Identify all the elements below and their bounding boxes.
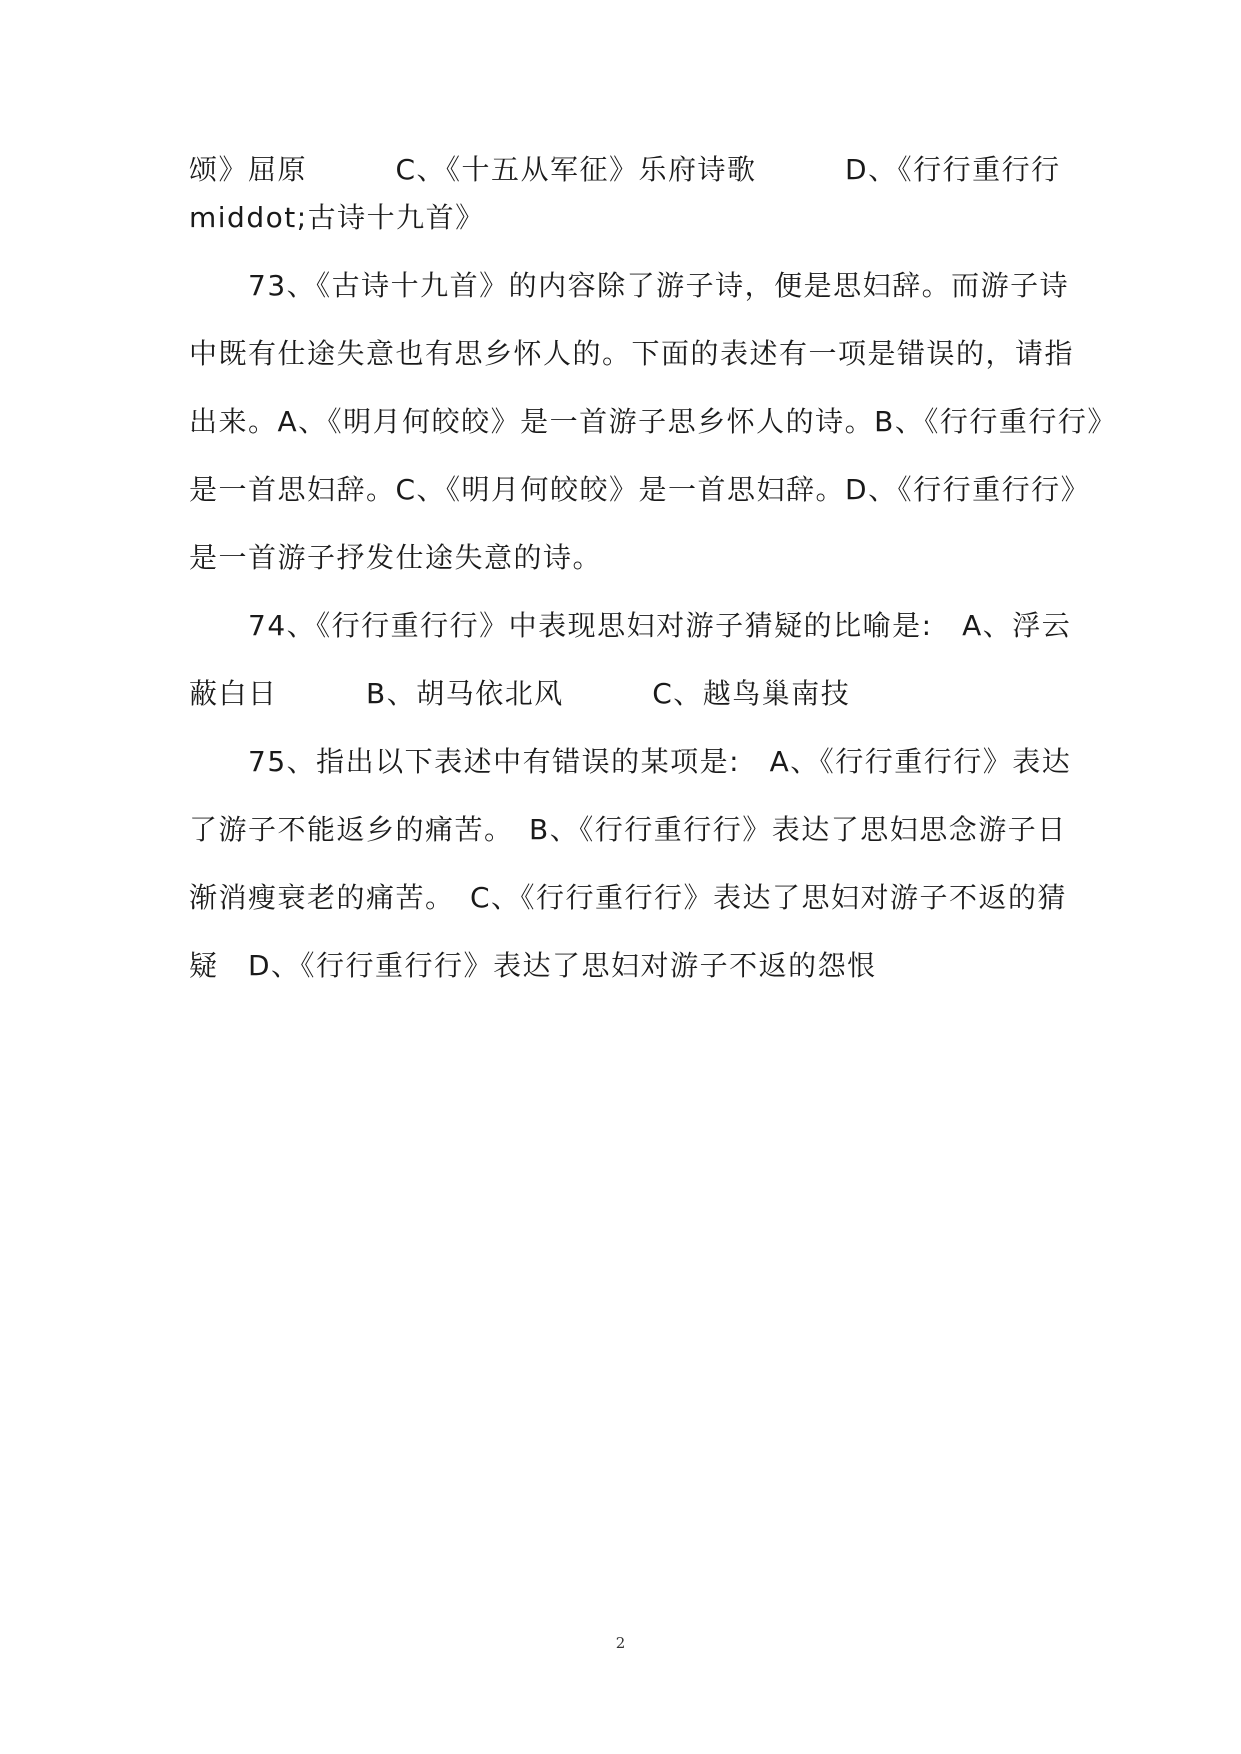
question-74-line-2: 蔽白日 B、胡马依北风 C、越鸟巢南技 bbox=[189, 677, 851, 710]
question-73-line-2: 中既有仕途失意也有思乡怀人的。下面的表述有一项是错误的，请指 bbox=[189, 337, 1075, 370]
question-73-line-5: 是一首游子抒发仕途失意的诗。 bbox=[189, 541, 603, 574]
text-line-1: 颂》屈原 C、《十五从军征》乐府诗歌 D、《行行重行行 bbox=[189, 153, 1061, 186]
text-line-2: middot;古诗十九首》 bbox=[189, 201, 485, 234]
question-73-line-3: 出来。A、《明月何皎皎》是一首游子思乡怀人的诗。B、《行行重行行》 bbox=[189, 405, 1117, 438]
question-73-line-1: 73、《古诗十九首》的内容除了游子诗，便是思妇辞。而游子诗 bbox=[189, 269, 1070, 302]
question-75-line-4: 疑 D、《行行重行行》表达了思妇对游子不返的怨恨 bbox=[189, 949, 877, 982]
question-75-line-1: 75、指出以下表述中有错误的某项是: A、《行行重行行》表达 bbox=[189, 745, 1072, 778]
question-75-line-3: 渐消瘦衰老的痛苦。 C、《行行重行行》表达了思妇对游子不返的猜 bbox=[189, 881, 1068, 914]
page-number: 2 bbox=[615, 1634, 626, 1652]
question-75-line-2: 了游子不能返乡的痛苦。 B、《行行重行行》表达了思妇思念游子日 bbox=[189, 813, 1067, 846]
question-74-line-1: 74、《行行重行行》中表现思妇对游子猜疑的比喻是: A、浮云 bbox=[189, 609, 1072, 642]
question-73-line-4: 是一首思妇辞。C、《明月何皎皎》是一首思妇辞。D、《行行重行行》 bbox=[189, 473, 1091, 506]
